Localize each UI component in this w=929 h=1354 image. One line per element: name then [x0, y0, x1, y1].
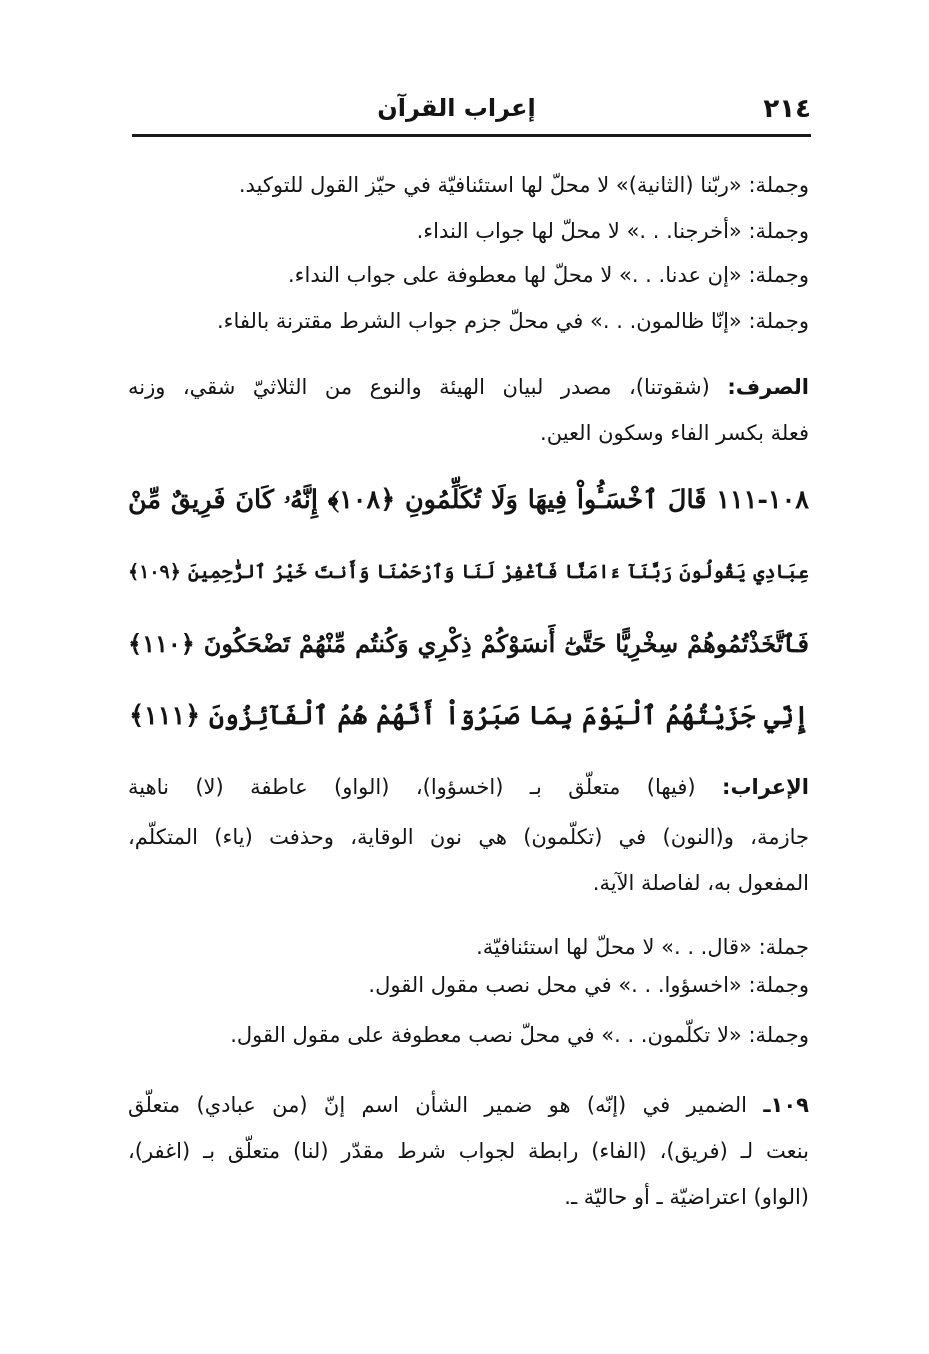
note-109-line: (الواو) اعتراضيّة ـ أو حاليّة ـ.	[564, 1185, 809, 1209]
sarf-paragraph-line	[128, 372, 809, 402]
note-109-line: بنعت لـ (فريق)، (الفاء) رابطة لجواب شرط مقدّر (لنا) متعلّق بـ (اغفر)،	[128, 1139, 809, 1163]
irab-paragraph-line	[128, 772, 809, 802]
sentence-analysis-line: وجملة: «لا تكلّمون. . .» في محلّ نصب معطوفة على مقول القول.	[230, 1023, 809, 1047]
quran-verse-line: عِبَادِي يَقُولُونَ رَبَّنَآ ءَامَنَّا فَٱغْفِرْ لَنَا وَٱرْحَمْنَا وَأَنتَ خَيْرُ ٱلرَّٰحِمِينَ ﴿١٠٩﴾	[128, 561, 809, 583]
header-rule	[132, 134, 811, 137]
page-header	[132, 90, 811, 130]
sarf-paragraph-line: فعلة بكسر الفاء وسكون العين.	[540, 421, 809, 445]
sentence-analysis-line: جملة: «قال. . .» لا محلّ لها استئنافيّة.	[476, 935, 809, 959]
sentence-analysis-line: وجملة: «إن عدنا. . .» لا محلّ لها معطوفة على جواب النداء.	[287, 263, 809, 287]
quran-verse-line: ١٠٨-١١١ قَالَ ٱخْسَـُٔواْ فِيهَا وَلَا تُكَلِّمُونِ ﴿١٠٨﴾ إِنَّهُۥ كَانَ فَرِيقٌ مِّنْ	[128, 485, 809, 515]
irab-text: (فيها) متعلّق بـ (اخسؤوا)، (الواو) عاطفة (لا) ناهية	[128, 775, 696, 799]
sentence-analysis-line: وجملة: «أخرجنا. . .» لا محلّ لها جواب النداء.	[416, 219, 809, 243]
sentence-analysis-line: وجملة: «اخسؤوا. . .» في محل نصب مقول القول.	[368, 973, 809, 997]
irab-paragraph-line: جازمة، و(النون) في (تكلّمون) هي نون الوقاية، وحذفت (ياء) المتكلّم،	[128, 825, 809, 849]
page-number: ٢١٤	[763, 94, 811, 124]
quran-verse-line: فَٱتَّخَذْتُمُوهُمْ سِخْرِيًّا حَتَّىٰٓ أَنسَوْكُمْ ذِكْرِي وَكُنتُم مِّنْهُمْ تَضْحَكُونَ ﴿١١٠﴾	[128, 629, 809, 658]
note-109-label: ١٠٩ـ	[763, 1093, 809, 1117]
running-title: إعراب القرآن	[377, 94, 536, 122]
note-109-text: الضمير في (إنّه) هو ضمير الشأن اسم إنّ (من عبادي) متعلّق	[128, 1093, 747, 1117]
sarf-text: (شقوتنا)، مصدر لبيان الهيئة والنوع من الثلاثيّ شقي، وزنه	[128, 375, 710, 399]
sentence-analysis-line: وجملة: «إنّا ظالمون. . .» في محلّ جزم جواب الشرط مقترنة بالفاء.	[216, 309, 809, 333]
sarf-label: الصرف:	[727, 375, 810, 399]
irab-label: الإعراب:	[722, 775, 809, 799]
irab-paragraph-line: المفعول به، لفاصلة الآية.	[592, 871, 809, 895]
quran-verse-line: إِنِّي جَزَيْتُهُمُ ٱلْيَوْمَ بِمَا صَبَرُوٓاْ أَنَّهُمْ هُمُ ٱلْفَآئِزُونَ ﴿١١١﴾	[129, 701, 809, 731]
note-109-line	[128, 1090, 809, 1120]
sentence-analysis-line: وجملة: «ربّنا (الثانية)» لا محلّ لها استئنافيّة في حيّز القول للتوكيد.	[238, 173, 809, 197]
